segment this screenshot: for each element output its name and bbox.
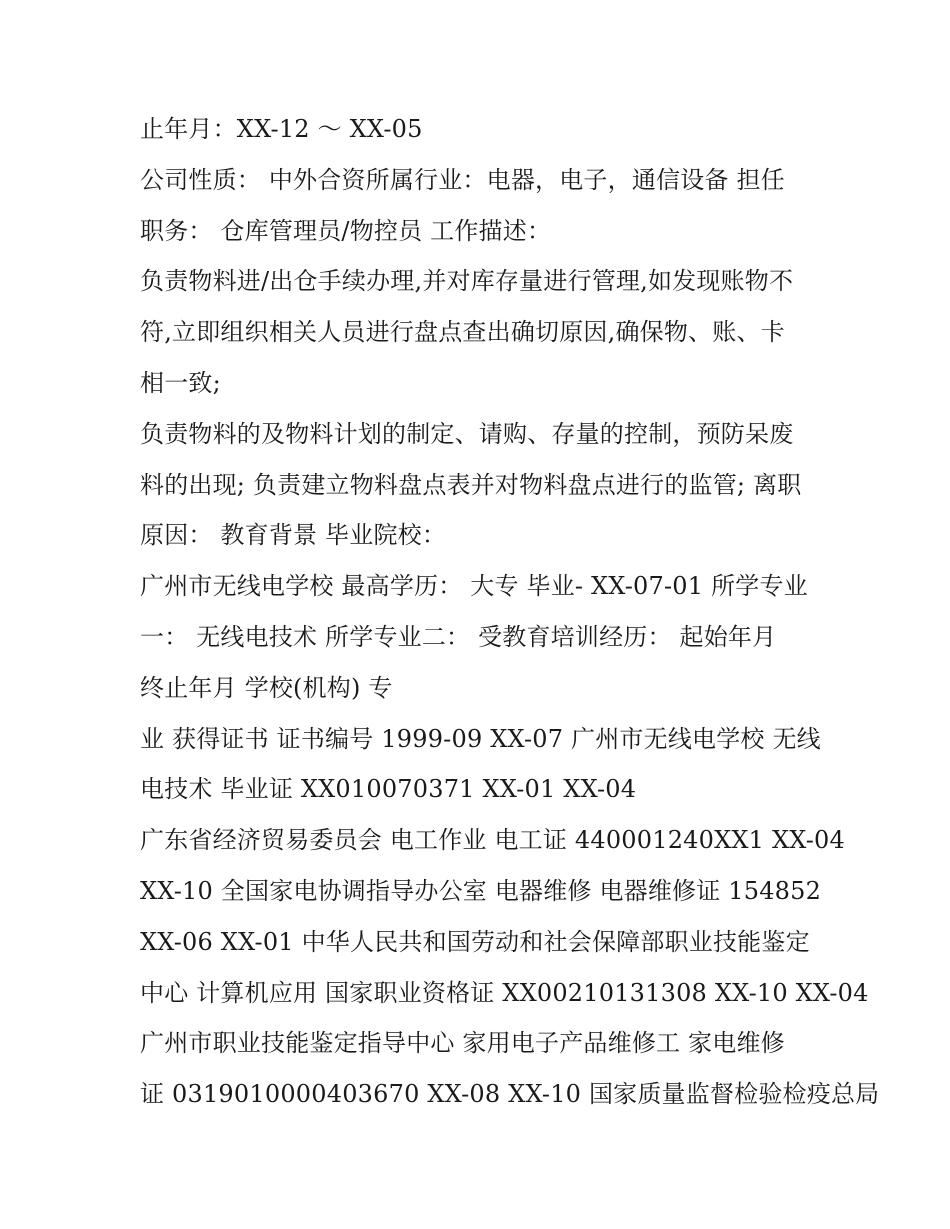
text-line: 广州市无线电学校 最高学历： 大专 毕业- XX-07-01 所学专业 xyxy=(140,572,808,601)
text-line: 止年月：XX-12 ～ XX-05 xyxy=(140,115,423,143)
text-line: 一： 无线电技术 所学专业二： 受教育培训经历： 起始年月 xyxy=(140,622,777,651)
text-line: 相一致; xyxy=(140,368,221,397)
text-line: 公司性质： 中外合资所属行业：电器，电子，通信设备 担任 xyxy=(140,165,785,194)
text-line: 广东省经济贸易委员会 电工作业 电工证 440001240XX1 XX-04 xyxy=(140,826,845,855)
text-line: 业 获得证书 证书编号 1999-09 XX-07 广州市无线电学校 无线 xyxy=(140,724,821,753)
document-body xyxy=(140,104,880,1120)
text-line: 负责物料的及物料计划的制定、请购、存量的控制，预防呆废 xyxy=(140,419,794,448)
text-line: 原因： 教育背景 毕业院校： xyxy=(140,521,447,550)
text-line: XX-06 XX-01 中华人民共和国劳动和社会保障部职业技能鉴定 xyxy=(140,927,810,956)
text-line: 终止年月 学校(机构) 专 xyxy=(140,673,393,702)
text-line: 电技术 毕业证 XX010070371 XX-01 XX-04 xyxy=(140,775,637,804)
text-line: 料的出现; 负责建立物料盘点表并对物料盘点进行的监管; 离职 xyxy=(140,470,802,499)
text-line: 中心 计算机应用 国家职业资格证 XX00210131308 XX-10 XX-04 xyxy=(140,978,869,1007)
text-line: XX-10 全国家电协调指导办公室 电器维修 电器维修证 154852 xyxy=(140,876,822,905)
text-line: 职务： 仓库管理员/物控员 工作描述： xyxy=(140,216,552,245)
text-line: 负责物料进/出仓手续办理,并对库存量进行管理,如发现账物不 xyxy=(140,267,794,296)
text-line: 证 0319010000403670 XX-08 XX-10 国家质量监督检验检疫总局 xyxy=(140,1080,880,1109)
text-line: 符,立即组织相关人员进行盘点查出确切原因,确保物、账、卡 xyxy=(140,318,785,347)
text-line: 广州市职业技能鉴定指导中心 家用电子产品维修工 家电维修 xyxy=(140,1029,785,1058)
